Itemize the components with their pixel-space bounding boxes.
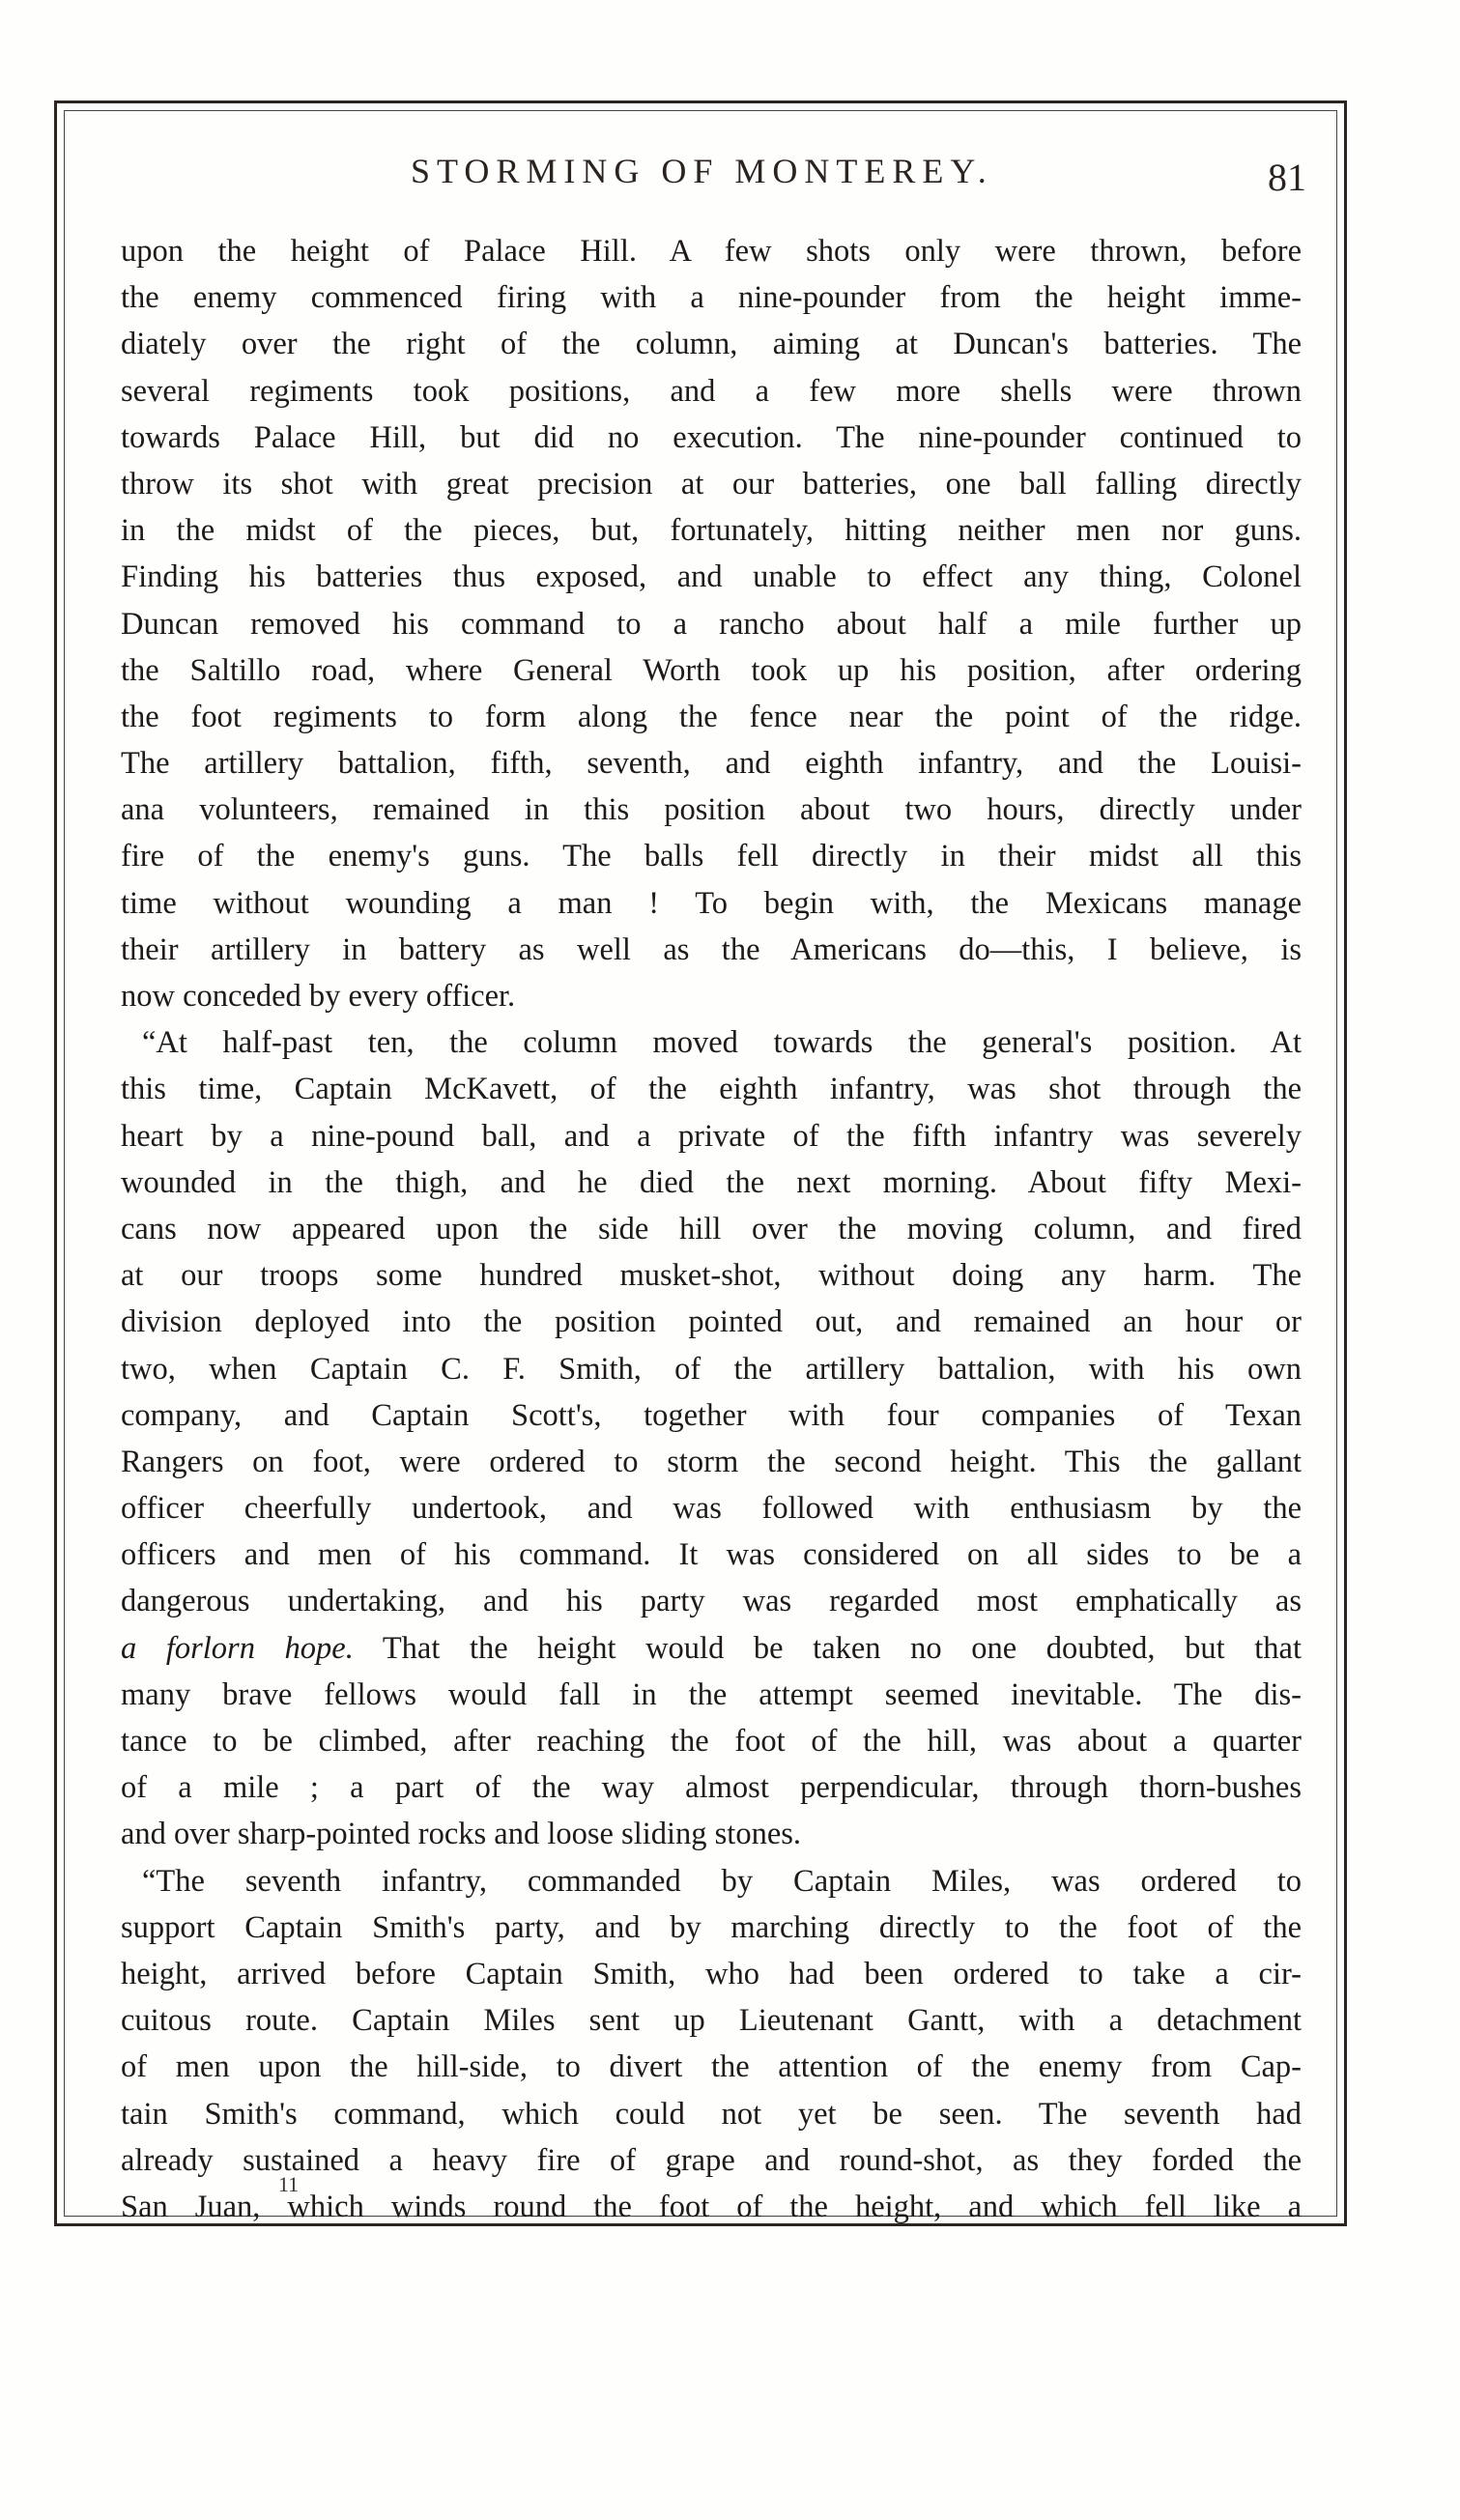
text-line: “At half-past ten, the column moved towards the general's position. At	[142, 1025, 1302, 1061]
text-line: San Juan, which winds round the foot of the height, and which fell like a	[121, 2189, 1302, 2224]
text-line: towards Palace Hill, but did no execution. The nine-pounder continued to	[121, 419, 1302, 455]
text-line: fire of the enemy's guns. The balls fell directly in their midst all this	[121, 839, 1302, 874]
text-line: several regiments took positions, and a few more shells were thrown	[121, 373, 1302, 409]
text-line: tain Smith's command, which could not yet be seen. The seventh had	[121, 2096, 1302, 2132]
text-line: dangerous undertaking, and his party was regarded most emphatically as	[121, 1584, 1302, 1619]
text-line: cans now appeared upon the side hill over the moving column, and fired	[121, 1211, 1302, 1246]
body-text	[121, 228, 1302, 2230]
text-line: division deployed into the position pointed out, and remained an hour or	[121, 1304, 1302, 1340]
text-line: ana volunteers, remained in this position about two hours, directly under	[121, 792, 1302, 828]
text-line: Finding his batteries thus exposed, and unable to effect any thing, Colonel	[121, 559, 1302, 595]
text-line: two, when Captain C. F. Smith, of the artillery battalion, with his own	[121, 1351, 1302, 1387]
text-line-remainder: That the height would be taken no one doubted, but that	[382, 1630, 1302, 1666]
text-line: height, arrived before Captain Smith, who had been ordered to take a cir-	[121, 1956, 1302, 1991]
text-line: their artillery in battery as well as the Americans do—this, I believe, is	[121, 931, 1302, 967]
text-line: many brave fellows would fall in the attempt seemed inevitable. The dis-	[121, 1676, 1302, 1712]
text-line: already sustained a heavy fire of grape and round-shot, as they forded the	[121, 2142, 1302, 2178]
text-line: tance to be climbed, after reaching the foot of the hill, was about a quarter	[121, 1724, 1302, 1759]
text-line: at our troops some hundred musket-shot, without doing any harm. The	[121, 1258, 1302, 1294]
text-line: wounded in the thigh, and he died the next morning. About fifty Mexi-	[121, 1164, 1302, 1200]
page-number: 81	[1268, 156, 1306, 199]
text-line: The artillery battalion, fifth, seventh, and eighth infantry, and the Louisi-	[121, 746, 1302, 782]
text-line: Duncan removed his command to a rancho about half a mile further up	[121, 606, 1302, 642]
text-line: throw its shot with great precision at our batteries, one ball falling directly	[121, 466, 1302, 501]
text-line-with-italic	[121, 1625, 1302, 1672]
signature-mark: 11	[278, 2172, 300, 2196]
text-line: time without wounding a man ! To begin with, the Mexicans manage	[121, 885, 1302, 921]
text-line: support Captain Smith's party, and by marching directly to the foot of the	[121, 1909, 1302, 1945]
text-line: the Saltillo road, where General Worth took up his position, after ordering	[121, 652, 1302, 688]
text-line: officer cheerfully undertook, and was followed with enthusiasm by the	[121, 1491, 1302, 1527]
text-line: the foot regiments to form along the fence near the point of the ridge.	[121, 699, 1302, 734]
text-line: of men upon the hill-side, to divert the attention of the enemy from Cap-	[121, 2049, 1302, 2085]
text-line: Rangers on foot, were ordered to storm the second height. This the gallant	[121, 1444, 1302, 1479]
text-line: the enemy commenced firing with a nine-pounder from the height imme-	[121, 280, 1302, 316]
text-line: and over sharp-pointed rocks and loose sliding stones.	[121, 1817, 802, 1852]
text-line: this time, Captain McKavett, of the eighth infantry, was shot through the	[121, 1072, 1302, 1107]
text-line: now conceded by every officer.	[121, 979, 516, 1014]
text-line: in the midst of the pieces, but, fortunately, hitting neither men nor guns.	[121, 513, 1302, 549]
text-line: cuitous route. Captain Miles sent up Lieutenant Gantt, with a detachment	[121, 2003, 1302, 2039]
text-line: “The seventh infantry, commanded by Captain Miles, was ordered to	[142, 1863, 1302, 1899]
italic-phrase: a forlorn hope.	[121, 1630, 354, 1666]
running-title: STORMING OF MONTEREY.	[411, 152, 993, 190]
text-line: officers and men of his command. It was considered on all sides to be a	[121, 1537, 1302, 1573]
running-head	[116, 151, 1314, 209]
text-line: of a mile ; a part of the way almost perpendicular, through thorn-bushes	[121, 1770, 1302, 1806]
text-line: diately over the right of the column, aiming at Duncan's batteries. The	[121, 327, 1302, 362]
text-line: company, and Captain Scott's, together with four companies of Texan	[121, 1397, 1302, 1433]
text-line: upon the height of Palace Hill. A few shots only were thrown, before	[121, 234, 1302, 269]
text-line: heart by a nine-pound ball, and a private of the fifth infantry was severely	[121, 1118, 1302, 1154]
